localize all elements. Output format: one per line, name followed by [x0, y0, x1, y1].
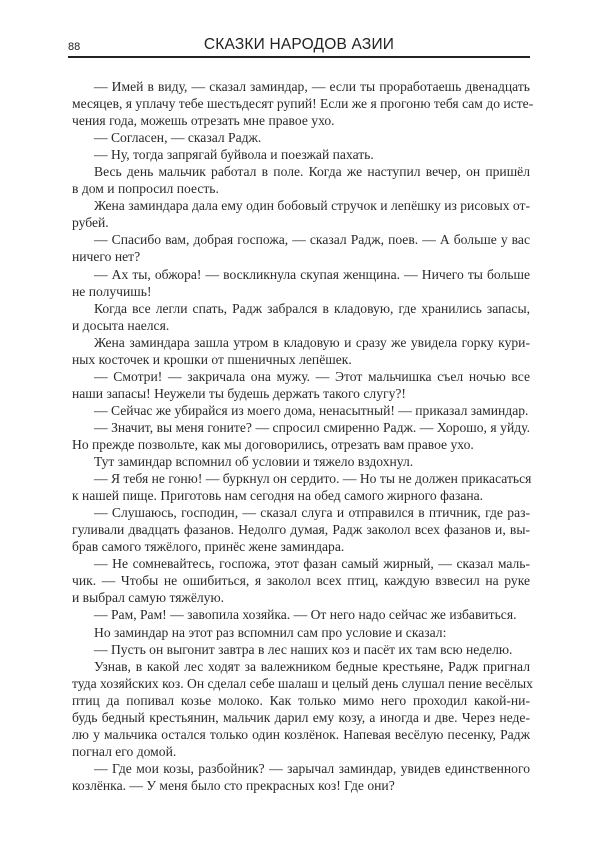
text-line: — Согласен, — сказал Радж.: [94, 130, 262, 146]
paragraph: [72, 368, 530, 402]
text-line: — Значит, вы меня гоните? — спросил смиренно Радж. — Хорошо, я уйду.: [94, 419, 530, 435]
paragraph: [72, 624, 530, 641]
paragraph: [72, 129, 530, 146]
text-line: — Спасибо вам, добрая госпожа, — сказал Радж, поев. — А больше у вас: [94, 232, 530, 248]
text-line: будь бедный крестьянин, мальчик дарил ему козу, а иногда и две. Через неде-: [72, 709, 530, 725]
text-line: наши запасы! Неужели ты будешь держать такого слугу?!: [72, 385, 406, 401]
text-line: — Где мои козы, разбойник? — зарычал заминдар, увидев единственного: [94, 760, 530, 776]
text-line: чик. — Чтобы не ошибиться, я заколол всех птиц, каждую взвесил на руке: [72, 573, 530, 589]
text-line: не получишь!: [72, 283, 152, 299]
text-line: — Ну, тогда запрягай буйвола и поезжай пахать.: [94, 147, 374, 163]
text-line: к нашей пище. Приготовь нам сегодня на обед самого жирного фазана.: [72, 488, 484, 504]
text-line: — Слушаюсь, господин, — сказал слуга и отправился в птичник, где раз-: [94, 505, 530, 521]
paragraph: [72, 555, 530, 606]
text-line: — Не сомневайтесь, госпожа, этот фазан самый жирный, — сказал маль-: [94, 556, 530, 572]
paragraph: [72, 231, 530, 265]
paragraph: [72, 606, 530, 623]
paragraph: [72, 658, 533, 760]
text-line: Жена заминдара зашла утром в кладовую и сразу же увидела горку кури-: [94, 334, 530, 350]
text-line: месяцев, я уплачу тебе шестьдесят рупий! Если же я прогоню тебя сам до исте-: [72, 96, 534, 112]
text-line: — Рам, Рам! — завопила хозяйка. — От него надо сейчас же избавиться.: [94, 607, 517, 623]
text-line: — Пусть он выгонит завтра в лес наших коз и пасёт их там всю неделю.: [94, 641, 513, 657]
paragraph: [72, 470, 530, 504]
paragraph: [72, 334, 530, 368]
text-line: рубей.: [72, 215, 109, 231]
paragraph: [72, 197, 530, 231]
text-line: ничего нет?: [72, 249, 141, 265]
text-line: Но заминдар на этот раз вспомнил сам про условие и сказал:: [94, 624, 447, 640]
paragraph: [72, 402, 530, 419]
text-line: и досыта наелся.: [72, 317, 170, 333]
paragraph: [72, 163, 530, 197]
header-rule: [68, 56, 530, 58]
paragraph: [72, 419, 530, 453]
page-body-text: [72, 78, 534, 794]
text-line: Когда все легли спать, Радж забрался в кладовую, где хранились запасы,: [94, 300, 530, 316]
text-line: туда хозяйских коз. Он сделал себе шалаш и целый день слушал пение весёлых: [72, 675, 533, 691]
text-line: погнал его домой.: [72, 743, 177, 759]
paragraph: [72, 266, 530, 300]
paragraph: [72, 641, 530, 658]
paragraph: [72, 760, 530, 794]
paragraph: [72, 504, 530, 555]
text-line: чения года, можешь отрезать мне правое ухо.: [72, 113, 335, 129]
running-title: СКАЗКИ НАРОДОВ АЗИИ: [203, 36, 395, 53]
text-line: ных косточек и крошки от пшеничных лепёшек.: [72, 351, 352, 367]
text-line: Но прежде позвольте, как мы договорились, отрезать вам правое ухо.: [72, 436, 474, 452]
paragraph: [72, 146, 530, 163]
text-line: Жена заминдара дала ему один бобовый стручок и лепёшку из рисовых от-: [94, 198, 530, 214]
text-line: Узнав, в какой лес ходят за валежником бедные крестьяне, Радж пригнал: [94, 658, 530, 674]
text-line: птиц да попивал козье молоко. Как только мимо него проходил какой-ни-: [72, 692, 530, 708]
text-line: брав самого тяжёлого, принёс жене заминдара.: [72, 539, 345, 555]
text-line: Весь день мальчик работал в поле. Когда же наступил вечер, он пришёл: [94, 164, 530, 180]
text-line: — Сейчас же убирайся из моего дома, ненасытный! — приказал заминдар.: [94, 402, 529, 418]
text-line: — Смотри! — закричала она мужу. — Этот мальчишка съел ночью все: [94, 368, 530, 384]
text-line: в дом и попросил поесть.: [72, 181, 219, 197]
text-line: — Имей в виду, — сказал заминдар, — если ты проработаешь двенадцать: [94, 79, 530, 94]
text-line: — Ах ты, обжора! — воскликнула скупая женщина. — Ничего ты больше: [94, 266, 530, 282]
paragraph: [72, 78, 534, 129]
paragraph: [72, 453, 530, 470]
text-line: Тут заминдар вспомнил об условии и тяжело вздохнул.: [94, 454, 414, 470]
page-number: 88: [68, 41, 81, 53]
running-header: [68, 36, 530, 56]
text-line: гуливали двадцать фазанов. Недолго думая, Радж заколол всех фазанов и, вы-: [72, 522, 530, 538]
text-line: лю у мальчика остался только один козлёнок. Напевая весёлую песенку, Радж: [72, 726, 530, 742]
paragraph: [72, 300, 530, 334]
text-line: — Я тебя не гоню! — буркнул он сердито. — Но ты не должен прикасаться: [94, 471, 532, 487]
text-line: и выбрал самую тяжёлую.: [72, 590, 225, 606]
text-line: козлёнка. — У меня было сто прекрасных коз! Где они?: [72, 777, 395, 793]
